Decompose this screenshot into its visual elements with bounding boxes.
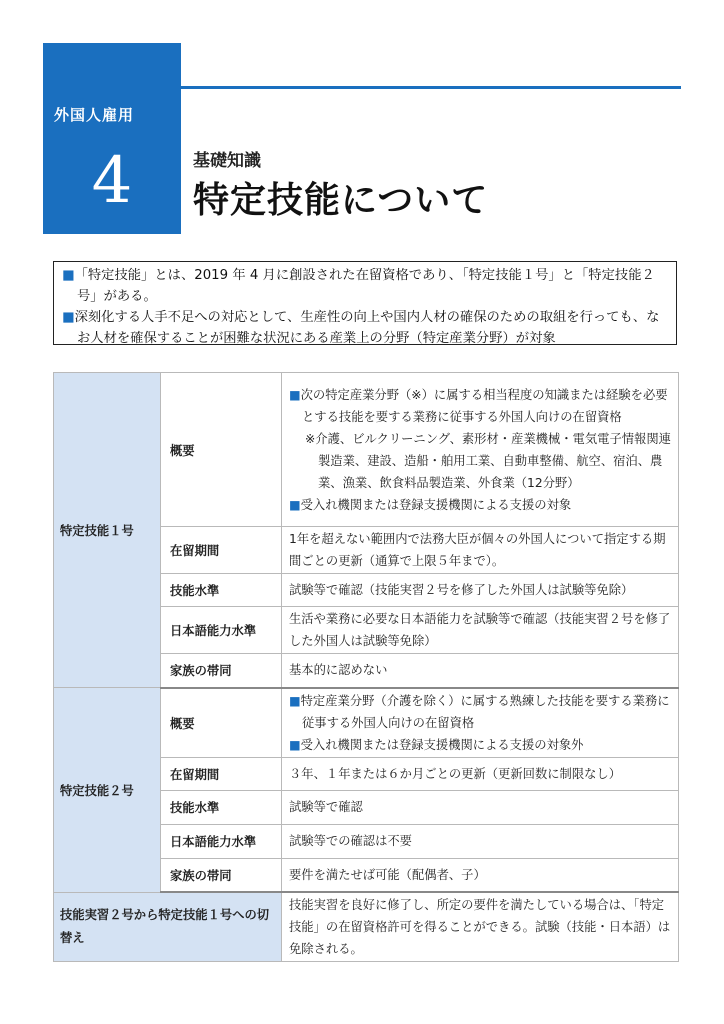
chapter-number: 4 [91, 144, 133, 218]
group1-category: 特定技能１号 [54, 373, 161, 688]
bullet-square-icon: ■ [62, 310, 75, 325]
group2-category: 特定技能２号 [54, 688, 161, 893]
transition-label: 技能実習２号から特定技能１号への切替え [54, 892, 282, 962]
group2-period-value: ３年、１年または６か月ごとの更新（更新回数に制限なし） [282, 757, 679, 790]
bullet-square-icon: ■ [289, 693, 301, 708]
table-row [54, 688, 679, 758]
bullet-square-icon: ■ [289, 497, 301, 512]
group1-overview-label: 概要 [161, 373, 282, 527]
group2-skill-value: 試験等で確認 [282, 790, 679, 824]
group2-skill-label: 技能水準 [161, 790, 282, 824]
header-rule [181, 86, 681, 89]
transition-value: 技能実習を良好に修了し、所定の要件を満たしている場合は、「特定技能」の在留資格許可を得ることができる。試験（技能・日本語）は免除される。 [282, 892, 679, 962]
group1-skill-value: 試験等で確認（技能実習２号を修了した外国人は試験等免除） [282, 574, 679, 607]
chapter-category: 外国人雇用 [54, 106, 135, 124]
summary-item: ■深刻化する人手不足への対応として、生産性の向上や国内人材の確保のための取組を行っても、なお人材を確保することが困難な状況にある産業上の分野（特定産業分野）が対象 [62, 310, 660, 346]
group1-family-label: 家族の帯同 [161, 654, 282, 688]
group2-family-label: 家族の帯同 [161, 858, 282, 892]
group1-japanese-value: 生活や業務に必要な日本語能力を試験等で確認（技能実習２号を修了した外国人は試験等免除） [282, 607, 679, 654]
group2-japanese-value: 試験等での確認は不要 [282, 824, 679, 858]
bullet-square-icon: ■ [289, 387, 301, 402]
group2-japanese-label: 日本語能力水準 [161, 824, 282, 858]
group1-family-value: 基本的に認めない [282, 654, 679, 688]
table-row [54, 373, 679, 527]
group2-overview-value: ■特定産業分野（介護を除く）に属する熟練した技能を要する業務に従事する外国人向けの在留資格 ■受入れ機関または登録支援機関による支援の対象外 [282, 688, 679, 758]
group2-period-label: 在留期間 [161, 757, 282, 790]
table-row [54, 892, 679, 962]
group1-skill-label: 技能水準 [161, 574, 282, 607]
bullet-square-icon: ■ [289, 737, 301, 752]
group1-japanese-label: 日本語能力水準 [161, 607, 282, 654]
group2-family-value: 要件を満たせば可能（配偶者、子） [282, 858, 679, 892]
page-title: 特定技能について [193, 180, 489, 221]
group2-overview-label: 概要 [161, 688, 282, 758]
summary-box [53, 261, 677, 345]
summary-item: ■「特定技能」とは、2019 年 4 月に創設された在留資格であり、「特定技能１号」と「特定技能２号」がある。 [62, 268, 655, 304]
group1-period-label: 在留期間 [161, 527, 282, 574]
page-subtitle: 基礎知識 [193, 151, 261, 171]
group1-overview-value: ■次の特定産業分野（※）に属する相当程度の知識または経験を必要とする技能を要する業務に従事する外国人向けの在留資格 ※介護、ビルクリーニング、素形材・産業機械・電気電子情報関連製造業、建設、造船・舶用工業、自動車整備、航空、宿泊、農業、漁業、飲食料品製造業、外食業（12分野） ■受入れ機関または登録支援機関による支援の対象 [282, 373, 679, 527]
group1-period-value: 1年を超えない範囲内で法務大臣が個々の外国人について指定する期間ごとの更新（通算で上限５年まで）。 [282, 527, 679, 574]
specified-skills-table [53, 372, 679, 962]
bullet-square-icon: ■ [62, 268, 75, 283]
